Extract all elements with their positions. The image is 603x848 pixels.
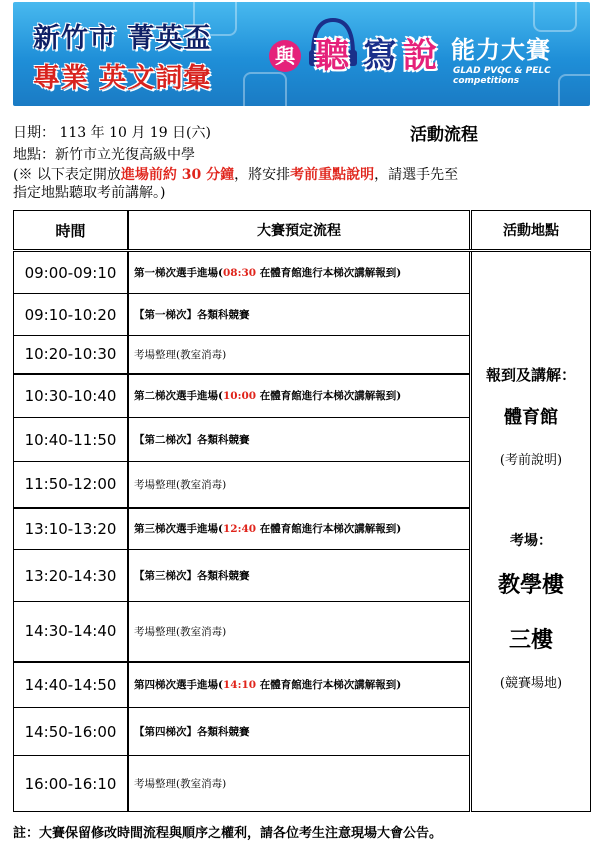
flow-post: 進行本梯次講解報到) — [301, 267, 402, 279]
banner-decoration — [243, 72, 287, 106]
banner-write: 寫 — [363, 36, 397, 76]
row-time: 13:10-13:20 — [14, 508, 129, 550]
row-time: 10:40-11:50 — [14, 418, 129, 462]
schedule-table — [13, 210, 591, 812]
flow-venue: 體育館 — [270, 390, 302, 403]
location-exam-note: (競賽場地) — [499, 676, 563, 691]
row-flow — [128, 662, 471, 708]
row-time: 14:30-14:40 — [14, 602, 129, 662]
flow-pre: 第四梯次選手進場( — [134, 679, 223, 692]
flow-mid: 在 — [256, 679, 271, 692]
notice-highlight-entry: 進場前約 30 分鐘 — [120, 167, 235, 183]
flow-venue: 體育館 — [270, 523, 302, 536]
banner-speak: 說 — [403, 36, 437, 76]
row-time: 10:20-10:30 — [14, 336, 129, 374]
flow-checkin-time: 14:10 — [222, 679, 257, 692]
flow-mid: 在 — [256, 390, 271, 403]
notice-prefix: (※ 以下表定開放 — [13, 167, 121, 183]
header-banner — [13, 2, 590, 106]
notice-line1 — [13, 164, 458, 184]
banner-subtitle: GLAD PVQC & PELC competitions — [453, 66, 551, 86]
location-cell — [471, 251, 591, 812]
row-flow: 考場整理(教室消毒) — [128, 462, 471, 508]
row-flow: 【第三梯次】各類科競賽 — [128, 550, 471, 602]
location-checkin-note: (考前說明) — [499, 453, 563, 468]
header-time: 時間 — [14, 211, 129, 251]
location-exam-building: 教學樓 — [497, 572, 564, 598]
footer-note: 註：大賽保留修改時間流程與順序之權利，請各位考生注意現場大會公告。 — [13, 826, 443, 841]
table-row — [14, 251, 591, 294]
row-time: 09:00-09:10 — [14, 251, 129, 294]
row-flow — [128, 374, 471, 418]
page-title: 活動流程 — [410, 125, 478, 145]
banner-decoration — [533, 2, 577, 32]
flow-post: 進行本梯次講解報到) — [301, 390, 402, 403]
location-checkin-place: 體育館 — [504, 407, 558, 428]
notice-highlight-briefing: 考前重點說明 — [290, 167, 375, 183]
header-flow: 大賽預定流程 — [128, 211, 471, 251]
banner-ability: 能力大賽 — [451, 36, 551, 64]
flow-venue: 體育館 — [270, 679, 302, 692]
header-location: 活動地點 — [471, 211, 591, 251]
flow-checkin-time: 10:00 — [222, 390, 257, 403]
flow-mid: 在 — [256, 267, 271, 279]
row-time: 13:20-14:30 — [14, 550, 129, 602]
row-time: 11:50-12:00 — [14, 462, 129, 508]
flow-pre: 第三梯次選手進場( — [134, 523, 223, 536]
location-exam-floor: 三樓 — [508, 627, 553, 653]
banner-listen: 聽 — [315, 36, 349, 76]
location-checkin-label: 報到及講解： — [485, 366, 576, 384]
row-time: 09:10-10:20 — [14, 294, 129, 336]
flow-pre: 第二梯次選手進場( — [134, 390, 223, 403]
row-time: 10:30-10:40 — [14, 374, 129, 418]
notice-mid: ，將安排 — [234, 167, 291, 183]
flow-checkin-time: 12:40 — [222, 523, 257, 536]
row-time: 14:40-14:50 — [14, 662, 129, 708]
event-place: 地點：新竹市立光復高級中學 — [13, 147, 195, 163]
row-flow: 【第四梯次】各類科競賽 — [128, 708, 471, 756]
notice-line2: 指定地點聽取考前講解。) — [13, 185, 166, 201]
notice-suffix: ，請選手先至 — [374, 167, 459, 183]
flow-venue: 體育館 — [270, 267, 302, 279]
flow-checkin-time: 08:30 — [222, 267, 257, 279]
row-flow: 考場整理(教室消毒) — [128, 602, 471, 662]
row-flow — [128, 508, 471, 550]
flow-post: 進行本梯次講解報到) — [301, 523, 402, 536]
flow-post: 進行本梯次講解報到) — [301, 679, 402, 692]
banner-title-line2: 專業 英文詞彙 — [33, 63, 212, 94]
row-flow: 考場整理(教室消毒) — [128, 336, 471, 374]
banner-title-line1: 新竹市 菁英盃 — [33, 23, 212, 54]
row-flow: 【第二梯次】各類科競賽 — [128, 418, 471, 462]
banner-and-badge: 與 — [269, 40, 301, 72]
row-flow: 【第一梯次】各類科競賽 — [128, 294, 471, 336]
row-flow: 考場整理(教室消毒) — [128, 756, 471, 812]
flow-pre: 第一梯次選手進場( — [134, 267, 223, 279]
table-header-row — [14, 211, 591, 251]
row-time: 16:00-16:10 — [14, 756, 129, 812]
row-flow — [128, 251, 471, 294]
event-date: 日期： 113 年 10 月 19 日(六) — [13, 125, 211, 141]
row-time: 14:50-16:00 — [14, 708, 129, 756]
location-exam-label: 考場： — [510, 533, 552, 549]
flow-mid: 在 — [256, 523, 271, 536]
